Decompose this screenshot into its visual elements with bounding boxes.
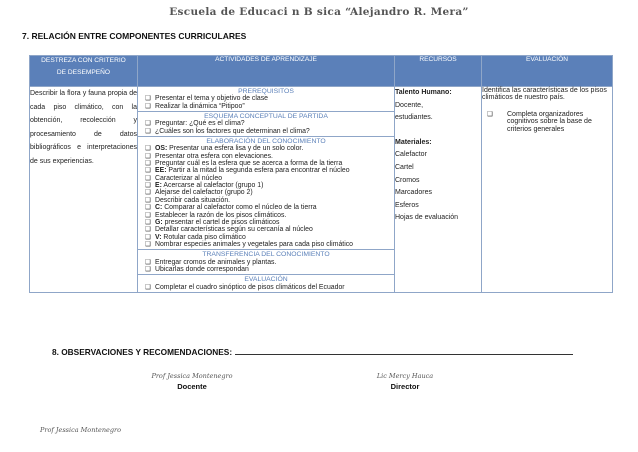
destreza-text: Describir la flora y fauna propia de cada piso climático, con la obtención, recolección y procesamiento de datos bibliográficos e interpretaciones de sus experiencias. [30,87,138,293]
header-recursos: RECURSOS [395,56,482,87]
checkbox-bullet-icon: ❑ [145,226,151,234]
recurso-item: Esferos [395,201,419,209]
checkbox-bullet-icon: ❑ [145,145,151,153]
checkbox-bullet-icon: ❑ [145,95,151,103]
recurso-item: Marcadores [395,189,432,197]
list-item: ❑ G: presentar el cartel de pisos climáticos [145,218,280,226]
block-title: ELABORACIÓN DEL CONOCIMIENTO [206,138,326,146]
eval-indicator: Identifica las características de los pisos climáticos de nuestro país. [482,87,607,102]
checkbox-bullet-icon: ❑ [145,204,151,212]
list-item: ❑ Detallar características según su cercanía al núcleo [145,226,313,234]
checkbox-bullet-icon: ❑ [145,127,151,135]
list-item: ❑ Caracterizar al núcleo [145,174,223,182]
block-prerequisitos [138,87,394,112]
checkbox-bullet-icon: ❑ [145,189,151,197]
list-item: ❑ Ubicarlas donde correspondan [145,265,249,273]
recursos-cell [395,87,482,293]
list-item: ❑ C: Comparar al calefactor como el núcleo de la tierra [145,204,317,212]
checkbox-bullet-icon: ❑ [145,218,151,226]
checkbox-bullet-icon: ❑ [487,110,493,118]
checkbox-bullet-icon: ❑ [145,160,151,168]
signature-docente [137,372,247,391]
curricular-components-table [29,55,613,293]
evaluacion-cell [482,87,613,293]
block-title: ESQUEMA CONCEPTUAL DE PARTIDA [204,113,328,121]
elaboracion-list [138,145,394,248]
checkbox-bullet-icon: ❑ [145,258,151,266]
materiales-label: Materiales: [395,138,432,146]
list-item: ❑ Completar el cuadro sinóptico de pisos climáticos del Ecuador [145,283,345,291]
section-title: 7. RELACIÓN ENTRE COMPONENTES CURRICULARES [22,31,247,41]
recurso-item: Cromos [395,176,420,184]
observaciones-heading: 8. OBSERVACIONES Y RECOMENDACIONES: [52,347,573,357]
recurso-item: Cartel [395,163,414,171]
recurso-item: estudiantes. [395,114,433,122]
list-item: ❑ Nombrar especies animales y vegetales para cada piso climático [145,240,354,248]
signature-director [350,372,460,391]
checkbox-bullet-icon: ❑ [145,102,151,110]
list-item: ❑ OS: Presentar una esfera lisa y de un solo color. [145,145,304,153]
checkbox-bullet-icon: ❑ [145,182,151,190]
list-item: ❑ Entregar cromos de animales y plantas. [145,258,277,266]
header-destreza: DESTREZA CON CRITERIO DE DESEMPEÑO [30,56,138,87]
eval-technique: ❑ Completa organizadores cognitivos sobre la base de criterios generales [487,110,592,133]
checkbox-bullet-icon: ❑ [145,196,151,204]
activities-cell [138,87,395,293]
list-item: ❑ ¿Cuáles son los factores que determinan el clima? [145,127,310,135]
list-item: ❑ Preguntar cuál es la esfera que se acerca a forma de la tierra [145,160,343,168]
checkbox-bullet-icon: ❑ [145,174,151,182]
block-evaluacion [138,275,394,292]
list-item: ❑ Preguntar: ¿Qué es el clima? [145,120,245,128]
director-role: Director [390,382,420,391]
director-name: Lic Mercy Hauca [376,372,434,380]
list-item: ❑ V: Rotular cada piso climático [145,233,246,241]
checkbox-bullet-icon: ❑ [145,233,151,241]
header-evaluacion: EVALUACIÓN [482,56,613,87]
checkbox-bullet-icon: ❑ [145,167,151,175]
block-elaboracion [138,137,394,250]
list-item: ❑ Describir cada situación. [145,196,231,204]
block-title: PREREQUISITOS [238,88,294,95]
list-item: ❑ E: Acercarse al calefactor (grupo 1) [145,182,264,190]
block-transferencia [138,250,394,275]
checkbox-bullet-icon: ❑ [145,120,151,128]
list-item: ❑ Establecer la razón de los pisos climáticos. [145,211,287,219]
block-esquema [138,112,394,137]
checkbox-bullet-icon: ❑ [145,152,151,160]
talento-label: Talento Humano: [395,89,452,96]
observaciones-line [235,354,573,355]
footer-name: Prof Jessica Montenegro [40,426,122,434]
list-item: ❑ Alejarse del calefactor (grupo 2) [145,189,253,197]
recurso-item: Hojas de evaluación [395,214,459,222]
checkbox-bullet-icon: ❑ [145,211,151,219]
school-title: Escuela de Educaci n B sica “Alejandro R. Mera” [169,6,469,18]
recurso-item: Docente, [395,101,424,109]
checkbox-bullet-icon: ❑ [145,240,151,248]
checkbox-bullet-icon: ❑ [145,265,151,273]
list-item: ❑ Presentar otra esfera con elevaciones. [145,152,273,160]
docente-name: Prof Jessica Montenegro [151,372,233,380]
recurso-item: Calefactor [395,151,427,159]
block-title: EVALUACIÓN [244,276,288,284]
list-item: ❑ EE: Partir a la mitad la segunda esfera para encontrar el núcleo [145,167,350,175]
header-actividades: ACTIVIDADES DE APRENDIZAJE [138,56,395,87]
checkbox-bullet-icon: ❑ [145,283,151,291]
block-title: TRANSFERENCIA DEL CONOCIMIENTO [202,251,330,259]
list-item: ❑ Realizar la dinámica “Pitipoo” [145,102,245,110]
list-item: ❑ Presentar el tema y objetivo de clase [145,95,268,103]
docente-role: Docente [177,382,207,391]
